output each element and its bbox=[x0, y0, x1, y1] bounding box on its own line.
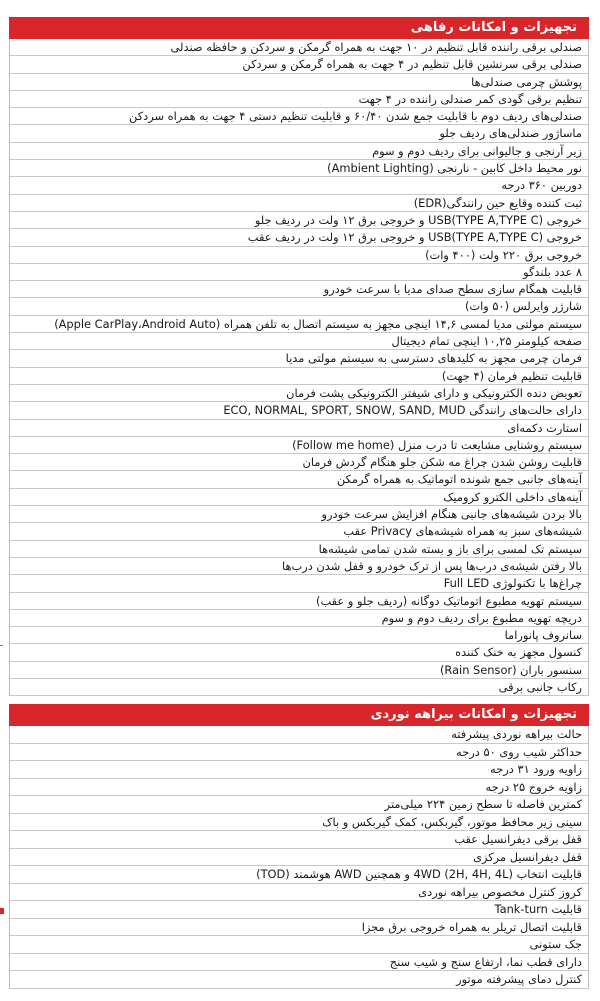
spec-row: دارای قطب نما، ارتفاع سنج و شیب سنج bbox=[10, 954, 588, 972]
spec-row: قفل برقی دیفرانسیل عقب bbox=[10, 831, 588, 849]
section-offroad-list bbox=[9, 726, 589, 989]
section-comfort-header bbox=[9, 17, 589, 39]
spec-row: قابلیت روشن شدن چراغ مه شکن جلو هنگام گردش فرمان bbox=[10, 454, 588, 471]
spec-row: صفحه کیلومتر ۱۰,۲۵ اینچی تمام دیجیتال bbox=[10, 333, 588, 350]
spec-row: جک ستونی bbox=[10, 936, 588, 954]
spec-row: حداکثر شیب روی ۵۰ درجه bbox=[10, 744, 588, 762]
spec-row: قابلیت اتصال تریلر به همراه خروجی برق مجزا bbox=[10, 919, 588, 937]
spec-row: سیستم تک لمسی برای باز و بسته شدن تمامی شیشه‌ها bbox=[10, 541, 588, 558]
spec-row: فرمان چرمی مجهز به کلیدهای دسترسی به سیستم مولتی مدیا bbox=[10, 350, 588, 367]
spec-row: زاویه خروج ۲۵ درجه bbox=[10, 779, 588, 797]
spec-row: کروز کنترل مخصوص بیراهه نوردی bbox=[10, 884, 588, 902]
spec-row: بالا رفتن شیشه‌ی درب‌ها پس از ترک خودرو و قفل شدن درب‌ها bbox=[10, 558, 588, 575]
spec-row: کمترین فاصله تا سطح زمین ۲۲۴ میلی‌متر bbox=[10, 796, 588, 814]
spec-row: صندلی برقی سرنشین قابل تنظیم در ۴ جهت به همراه گرمکن و سردکن bbox=[10, 56, 588, 73]
spec-row: شیشه‌های سبز به همراه شیشه‌های Privacy عقب bbox=[10, 523, 588, 540]
spec-row: چراغ‌ها با تکنولوژی Full LED bbox=[10, 575, 588, 592]
spec-sheet bbox=[9, 17, 589, 989]
spec-row: شارژر وایرلس (۵۰ وات) bbox=[10, 298, 588, 315]
spec-row: بالا بردن شیشه‌های جانبی هنگام افزایش سرعت خودرو bbox=[10, 506, 588, 523]
spec-row: حالت بیراهه نوردی پیشرفته bbox=[10, 726, 588, 744]
spec-row: سیستم تهویه مطبوع اتوماتیک دوگانه (ردیف جلو و عقب) bbox=[10, 593, 588, 610]
spec-row: قابلیت همگام سازی سطح صدای مدیا با سرعت خودرو bbox=[10, 281, 588, 298]
edge-tick bbox=[0, 645, 3, 646]
spec-row: استارت دکمه‌ای bbox=[10, 420, 588, 437]
spec-row: خروجی USB(TYPE A,TYPE C) و خروجی برق ۱۲ ولت در ردیف جلو bbox=[10, 212, 588, 229]
spec-row: خروجی برق ۲۲۰ ولت (۴۰۰ وات) bbox=[10, 247, 588, 264]
spec-row: رکاب جانبی برقی bbox=[10, 679, 588, 696]
section-comfort-title: تجهیزات و امکانات رفاهی bbox=[410, 20, 577, 35]
spec-row: قابلیت Tank-turn bbox=[10, 901, 588, 919]
spec-row: قابلیت انتخاب 4WD (2H, 4H, 4L) و همچنین AWD هوشمند (TOD) bbox=[10, 866, 588, 884]
spec-row: نور محیط داخل کابین - نارنجی (Ambient Lighting) bbox=[10, 160, 588, 177]
spec-row: ماساژور صندلی‌های ردیف جلو bbox=[10, 125, 588, 142]
spec-row: آینه‌های جانبی جمع شونده اتوماتیک به همراه گرمکن bbox=[10, 471, 588, 488]
spec-row: کنسول مجهز به خنک کننده bbox=[10, 644, 588, 661]
spec-row: آینه‌های داخلی الکترو کرومیک bbox=[10, 489, 588, 506]
edge-accent-mark bbox=[0, 908, 4, 914]
spec-row: تعویض دنده الکترونیکی و دارای شیفتر الکترونیکی پشت فرمان bbox=[10, 385, 588, 402]
spec-row: قابلیت تنظیم فرمان (۴ جهت) bbox=[10, 368, 588, 385]
spec-row: زاویه ورود ۳۱ درجه bbox=[10, 761, 588, 779]
spec-row: تنظیم برقی گودی کمر صندلی راننده در ۴ جهت bbox=[10, 91, 588, 108]
spec-row: زیر آرنجی و جالیوانی برای ردیف دوم و سوم bbox=[10, 143, 588, 160]
spec-row: قفل دیفرانسیل مرکزی bbox=[10, 849, 588, 867]
spec-row: سانروف پانوراما bbox=[10, 627, 588, 644]
spec-row: دارای حالت‌های رانندگی ECO, NORMAL, SPORT, SNOW, SAND, MUD bbox=[10, 402, 588, 419]
section-offroad-title: تجهیزات و امکانات بیراهه نوردی bbox=[370, 707, 577, 723]
spec-row: سنسور باران (Rain Sensor) bbox=[10, 662, 588, 679]
spec-row: سیستم روشنایی مشایعت تا درب منزل (Follow me home) bbox=[10, 437, 588, 454]
spec-row: صندلی‌های ردیف دوم با قابلیت جمع شدن ۶۰/۴۰ و قابلیت تنظیم دستی ۴ جهت به همراه سردکن bbox=[10, 108, 588, 125]
section-comfort-list bbox=[9, 39, 589, 696]
section-offroad-header bbox=[9, 704, 589, 726]
spec-row: سینی زیر محافظ موتور، گیربکس، کمک گیربکس و باک bbox=[10, 814, 588, 832]
spec-row: صندلی برقی راننده قابل تنظیم در ۱۰ جهت به همراه گرمکن و سردکن و حافظه صندلی bbox=[10, 39, 588, 56]
spec-row: خروجی USB(TYPE A,TYPE C) و خروجی برق ۱۲ ولت در ردیف عقب bbox=[10, 229, 588, 246]
spec-row: کنترل دمای پیشرفته موتور bbox=[10, 971, 588, 989]
spec-row: دوربین ۳۶۰ درجه bbox=[10, 177, 588, 194]
spec-row: دریچه تهویه مطبوع برای ردیف دوم و سوم bbox=[10, 610, 588, 627]
spec-row: ۸ عدد بلندگو bbox=[10, 264, 588, 281]
spec-row: ثبت کننده وقایع حین رانندگی(EDR) bbox=[10, 195, 588, 212]
spec-row: سیستم مولتی مدیا لمسی ۱۴,۶ اینچی مجهز به سیستم اتصال به تلفن همراه (Apple CarPlay،Android Auto) bbox=[10, 316, 588, 333]
spec-row: پوشش چرمی صندلی‌ها bbox=[10, 74, 588, 91]
